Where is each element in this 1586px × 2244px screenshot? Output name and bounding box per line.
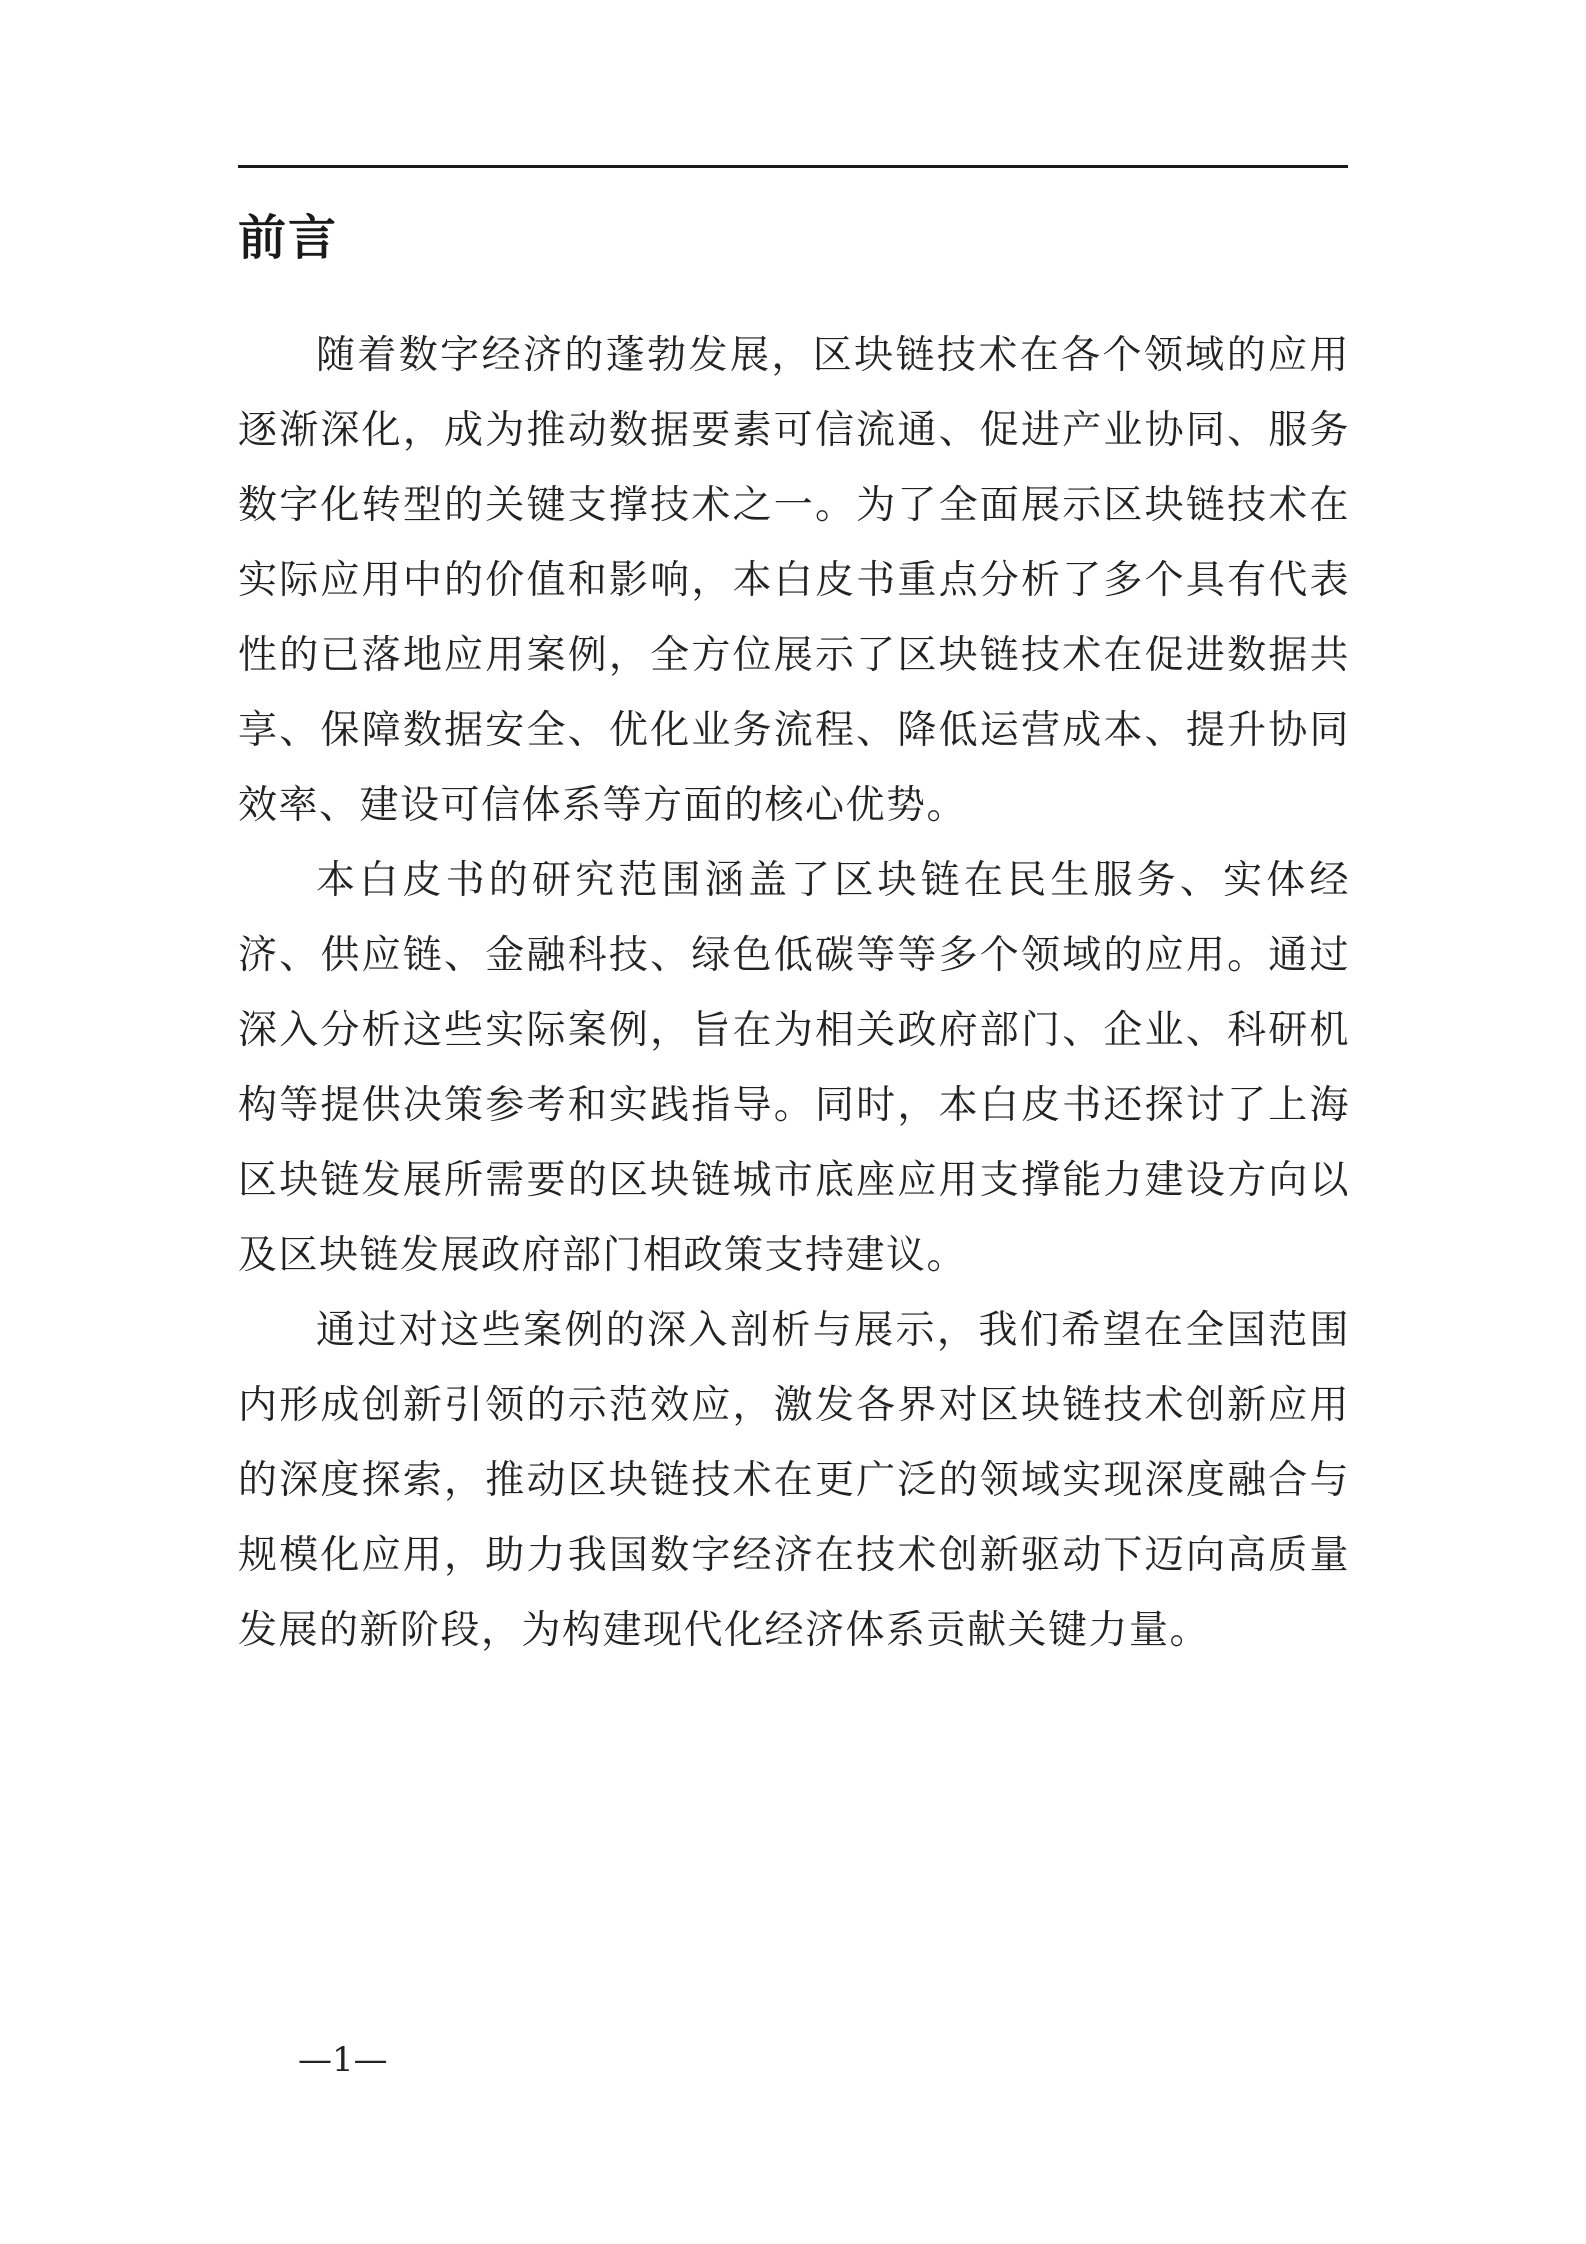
section-heading: 前言 [238,210,339,266]
page-number: —1— [298,2040,388,2080]
paragraph-2: 本白皮书的研究范围涵盖了区块链在民生服务、实体经济、供应链、金融科技、绿色低碳等等多个领域的应用。通过深入分析这些实际案例，旨在为相关政府部门、企业、科研机构等提供决策参考和实践指导。同时，本白皮书还探讨了上海区块链发展所需要的区块链城市底座应用支撑能力建设方向以及区块链发展政府部门相政策支持建议。 [238,858,1350,1278]
body-text [238,318,1350,1668]
header-rule [238,165,1348,168]
paragraph-3: 通过对这些案例的深入剖析与展示，我们希望在全国范围内形成创新引领的示范效应，激发各界对区块链技术创新应用的深度探索，推动区块链技术在更广泛的领域实现深度融合与规模化应用，助力我国数字经济在技术创新驱动下迈向高质量发展的新阶段，为构建现代化经济体系贡献关键力量。 [238,1308,1350,1653]
paragraph-1: 随着数字经济的蓬勃发展，区块链技术在各个领域的应用逐渐深化，成为推动数据要素可信流通、促进产业协同、服务数字化转型的关键支撑技术之一。为了全面展示区块链技术在实际应用中的价值和影响，本白皮书重点分析了多个具有代表性的已落地应用案例，全方位展示了区块链技术在促进数据共享、保障数据安全、优化业务流程、降低运营成本、提升协同效率、建设可信体系等方面的核心优势。 [238,333,1350,828]
